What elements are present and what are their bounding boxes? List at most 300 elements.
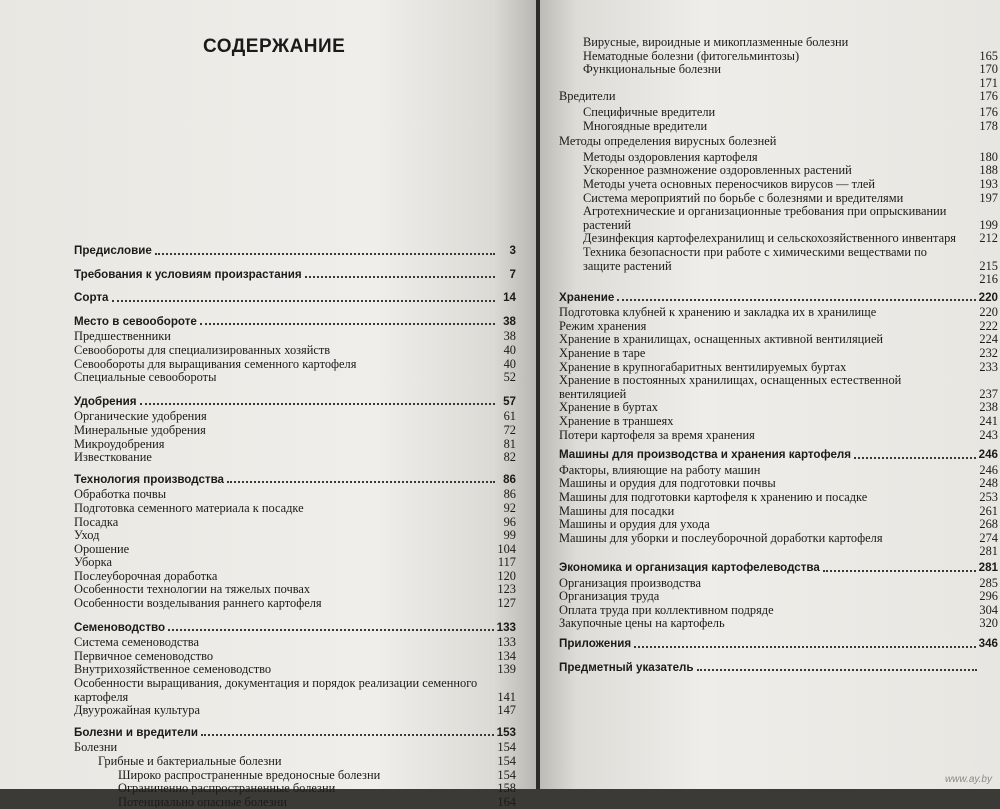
toc-leader-dots (662, 600, 976, 601)
toc-page-number: 296 (979, 589, 998, 604)
toc-page-number: 120 (497, 568, 516, 583)
toc-leader-dots (174, 340, 495, 341)
toc-leader-dots (140, 403, 495, 405)
toc-page-number: 215 (979, 258, 998, 273)
toc-entry (559, 518, 998, 532)
toc-entry (559, 205, 998, 232)
toc-entry-title: Технология производства (74, 472, 224, 486)
toc-entry-title: Подготовка клубней к хранению и закладка их в хранилище (559, 305, 877, 320)
toc-entry (559, 361, 998, 375)
toc-entry-title: Машины для производства и хранения картофеля (559, 448, 852, 462)
toc-entry-title: Организация производства (559, 575, 701, 590)
toc-entry-title: Функциональные болезни (583, 62, 722, 77)
toc-entry-title: Уборка (74, 555, 113, 570)
toc-leader-dots (112, 300, 495, 302)
toc-page-number: 176 (979, 89, 998, 104)
toc-page-number: 61 (503, 409, 516, 424)
toc-entry (559, 505, 998, 519)
toc-entry (559, 120, 998, 134)
toc-leader-dots (758, 438, 977, 439)
toc-leader-dots (201, 734, 494, 736)
toc-page-number: 104 (497, 541, 516, 556)
toc-entry (559, 246, 998, 273)
toc-page-number: 281 (978, 560, 998, 574)
toc-entry-title: Сорта (74, 291, 109, 305)
toc-entry-title: Методы учета основных переносчиков вирусов — тлей (583, 176, 876, 191)
toc-entry (74, 769, 516, 783)
toc-page-number: 268 (979, 517, 998, 532)
toc-leader-dots (697, 669, 977, 671)
toc-page-number: 133 (497, 635, 516, 650)
toc-page-number: 86 (503, 472, 516, 486)
toc-entry-title: Послеуборочная доработка (74, 568, 218, 583)
toc-entry-title: Хранение (559, 290, 615, 304)
toc-entry-title: Уход (74, 528, 100, 543)
toc-page-number: 38 (503, 314, 516, 328)
toc-section-entry (559, 448, 998, 462)
toc-page-number: 248 (979, 476, 998, 491)
toc-entry (74, 438, 516, 452)
toc-entry (559, 617, 998, 631)
toc-leader-dots (155, 461, 495, 462)
toc-leader-dots (338, 792, 494, 793)
toc-page-number: 40 (503, 356, 516, 371)
toc-page-number: 232 (979, 346, 998, 361)
toc-entry-title: Болезни (74, 740, 118, 755)
toc-page-number: 72 (503, 422, 516, 437)
toc-entry (74, 755, 516, 769)
toc-leader-dots (210, 420, 495, 421)
toc-entry (74, 488, 516, 502)
toc-entry (559, 164, 998, 178)
toc-left-column (74, 244, 516, 809)
toc-leader-dots (219, 381, 495, 382)
toc-leader-dots (333, 354, 495, 355)
toc-leader-dots (305, 276, 495, 278)
toc-entry-title: Обработка почвы (74, 487, 167, 502)
toc-section-entry (74, 473, 516, 487)
watermark: www.ay.by (944, 774, 992, 785)
right-page (540, 0, 1000, 789)
toc-entry (559, 545, 998, 559)
toc-entry (74, 502, 516, 516)
toc-entry (559, 151, 998, 165)
toc-page-number: 281 (979, 544, 998, 559)
toc-entry-title: Хранение в таре (559, 346, 646, 361)
toc-page-number: 285 (979, 575, 998, 590)
toc-leader-dots (617, 299, 975, 301)
toc-entry-title: Система семеноводства (74, 635, 199, 650)
toc-entry (74, 782, 516, 796)
toc-leader-dots (763, 473, 976, 474)
toc-page-number: 133 (496, 620, 516, 634)
toc-entry-title: Микроудобрения (74, 436, 165, 451)
toc-page-number: 81 (503, 436, 516, 451)
toc-leader-dots (220, 579, 494, 580)
toc-section-entry (74, 244, 516, 258)
toc-page-number: 82 (503, 450, 516, 465)
toc-leader-dots (618, 100, 976, 101)
toc-section-entry (74, 726, 516, 740)
toc-entry (74, 663, 516, 677)
toc-page-number: 123 (497, 582, 516, 597)
toc-entry (74, 424, 516, 438)
toc-right-column (559, 36, 998, 674)
toc-leader-dots (886, 343, 976, 344)
toc-leader-dots (854, 457, 976, 459)
toc-entry (74, 570, 516, 584)
toc-page-number: 188 (979, 163, 998, 178)
toc-section-entry (74, 291, 516, 305)
toc-entry (559, 232, 998, 246)
toc-entry (74, 344, 516, 358)
toc-entry-title: Нематодные болезни (фитогельминтозы) (583, 48, 800, 63)
toc-leader-dots (168, 629, 494, 631)
toc-page-number: 224 (979, 332, 998, 347)
toc-entry-title: Хранение в постоянных хранилищах, оснащенных естественной вентиляцией (559, 373, 902, 401)
toc-leader-dots (779, 145, 977, 146)
toc-entry-title: Хранение в хранилищах, оснащенных активной вентиляцией (559, 332, 884, 347)
toc-leader-dots (586, 283, 976, 284)
toc-page-number: 3 (509, 244, 516, 257)
toc-page-number: 170 (979, 62, 998, 77)
toc-leader-dots (227, 481, 495, 483)
toc-leader-dots (777, 613, 977, 614)
toc-leader-dots (677, 514, 976, 515)
toc-entry-title: Хранение в траншеях (559, 414, 674, 429)
toc-entry-title: Организация труда (559, 589, 660, 604)
toc-section-entry (559, 291, 998, 305)
toc-page-number: 176 (979, 104, 998, 119)
toc-entry (74, 650, 516, 664)
toc-entry (559, 50, 998, 64)
page-title: СОДЕРЖАНИЕ (203, 36, 346, 57)
toc-leader-dots (121, 525, 495, 526)
toc-entry (559, 320, 998, 334)
toc-entry (559, 415, 998, 429)
toc-entry-title: Режим хранения (559, 318, 647, 333)
toc-page-number: 241 (979, 414, 998, 429)
toc-page-number: 197 (979, 190, 998, 205)
toc-page-number: 154 (497, 754, 516, 768)
toc-page-number: 220 (979, 305, 998, 320)
toc-page-number: 253 (979, 490, 998, 504)
toc-leader-dots (728, 627, 977, 628)
toc-entry (74, 597, 516, 611)
toc-page-number: 246 (979, 462, 998, 477)
toc-leader-dots (383, 778, 494, 779)
toc-entry (559, 374, 998, 401)
toc-entry-title: Методы определения вирусных болезней (559, 134, 777, 149)
toc-leader-dots (132, 552, 494, 553)
toc-page-number: 320 (979, 616, 998, 631)
toc-entry (74, 330, 516, 344)
toc-page-number: 165 (979, 48, 998, 63)
toc-entry (74, 796, 516, 809)
toc-entry (74, 371, 516, 385)
toc-entry (74, 636, 516, 650)
toc-entry (559, 36, 998, 50)
toc-entry-title: Приложения (559, 636, 632, 650)
toc-page-number: 52 (503, 370, 516, 385)
toc-leader-dots (167, 447, 495, 448)
toc-page-number: 243 (979, 427, 998, 442)
toc-entry (74, 529, 516, 543)
toc-entry (559, 77, 998, 91)
toc-entry-title: Дезинфекция картофелехранилищ и сельскохозяйственного инвентаря (583, 231, 956, 246)
toc-page-number: 238 (979, 400, 998, 415)
toc-page-number: 193 (979, 176, 998, 191)
toc-entry (559, 429, 998, 443)
toc-page-number: 158 (497, 781, 516, 796)
toc-section-entry (74, 268, 516, 282)
toc-entry-title: Севообороты для выращивания семенного картофеля (74, 356, 357, 371)
toc-page-number: 216 (979, 272, 998, 287)
toc-entry (559, 464, 998, 478)
toc-leader-dots (855, 174, 977, 175)
toc-entry (559, 63, 998, 77)
toc-page-number: 220 (978, 290, 998, 304)
toc-entry-title: Ускоренное размножение оздоровленных растений (583, 163, 852, 178)
toc-entry (559, 590, 998, 604)
toc-entry-title: Широко распространенные вредоносные болезни (118, 767, 381, 782)
toc-leader-dots (290, 805, 495, 806)
toc-leader-dots (359, 367, 495, 368)
toc-entry (559, 306, 998, 320)
toc-page-number: 14 (503, 291, 516, 305)
toc-leader-dots (202, 646, 494, 647)
toc-entry-title: Грибные и бактериальные болезни (98, 754, 282, 768)
toc-entry (74, 410, 516, 424)
toc-page-number: 7 (509, 267, 516, 281)
toc-leader-dots (713, 528, 977, 529)
toc-page-number: 274 (979, 530, 998, 545)
toc-entry-title: Машины для подготовки картофеля к хранению и посадке (559, 490, 868, 504)
toc-page-number: 222 (979, 318, 998, 333)
toc-entry-title: Методы оздоровления картофеля (583, 149, 758, 164)
toc-page-number: 141 (497, 689, 516, 704)
toc-entry (559, 135, 998, 149)
toc-entry-title: Факторы, влияющие на работу машин (559, 462, 761, 477)
toc-leader-dots (761, 160, 977, 161)
toc-entry-title: Хранение в крупногабаритных вентилируемых буртах (559, 359, 847, 374)
toc-entry-title: Севообороты для специализированных хозяйств (74, 342, 331, 357)
toc-entry (559, 333, 998, 347)
toc-leader-dots (648, 357, 976, 358)
toc-leader-dots (886, 541, 977, 542)
toc-entry (559, 477, 998, 491)
toc-section-entry (559, 561, 998, 575)
toc-entry (74, 556, 516, 570)
toc-page-number: 212 (979, 231, 998, 246)
toc-page-number: 38 (503, 329, 516, 344)
toc-entry-title: Закупочные цены на картофель (559, 616, 725, 631)
toc-entry-title: Болезни и вредители (74, 725, 199, 739)
toc-entry-title: Вирусные, вироидные и микоплазменные болезни (583, 35, 849, 49)
toc-leader-dots (307, 512, 495, 513)
toc-entry (74, 451, 516, 465)
toc-leader-dots (313, 593, 494, 594)
toc-section-entry (74, 315, 516, 329)
toc-section-entry (74, 395, 516, 409)
toc-leader-dots (878, 188, 976, 189)
toc-section-entry (559, 637, 998, 651)
toc-section-entry (74, 621, 516, 635)
toc-page-number: 164 (497, 794, 516, 809)
toc-entry-title: Машины для посадки (559, 503, 675, 518)
toc-page-number: 246 (978, 448, 998, 462)
toc-leader-dots (779, 487, 977, 488)
toc-leader-dots (203, 714, 494, 715)
toc-leader-dots (274, 673, 494, 674)
toc-entry (559, 273, 998, 287)
toc-leader-dots (676, 425, 976, 426)
toc-leader-dots (120, 751, 494, 752)
toc-section-entry (559, 661, 998, 675)
toc-page-number: 134 (497, 648, 516, 663)
toc-leader-dots (879, 316, 976, 317)
toc-page-number: 99 (503, 528, 516, 543)
toc-entry-title: Оплата труда при коллективном подряде (559, 602, 774, 617)
toc-entry (559, 577, 998, 591)
toc-entry-title: Удобрения (74, 394, 137, 408)
toc-leader-dots (823, 570, 976, 572)
toc-page-number: 139 (497, 662, 516, 677)
toc-entry (559, 347, 998, 361)
toc-leader-dots (906, 201, 976, 202)
toc-entry-title: Система мероприятий по борьбе с болезнями и вредителями (583, 190, 904, 205)
toc-page-number: 92 (503, 500, 516, 515)
toc-leader-dots (851, 46, 977, 47)
toc-entry-title: Посадка (74, 514, 119, 529)
toc-leader-dots (870, 501, 976, 502)
toc-entry (559, 532, 998, 546)
toc-leader-dots (285, 765, 495, 766)
toc-entry-title: Минеральные удобрения (74, 422, 206, 437)
toc-leader-dots (634, 646, 976, 648)
toc-leader-dots (802, 59, 976, 60)
toc-page-number: 154 (497, 740, 516, 755)
toc-leader-dots (704, 586, 976, 587)
toc-entry-title: Известкование (74, 450, 152, 465)
toc-page-number: 346 (978, 636, 998, 650)
toc-leader-dots (216, 659, 494, 660)
toc-entry (559, 106, 998, 120)
toc-entry-title: Агротехнические и организационные требования при опрыскивании растений (583, 204, 947, 232)
toc-entry-title: Предисловие (74, 244, 152, 257)
toc-page-number: 57 (503, 394, 516, 408)
toc-entry-title: Первичное семеноводство (74, 648, 214, 663)
toc-page-number: 178 (979, 118, 998, 133)
toc-entry-title: Машины и орудия для ухода (559, 517, 710, 532)
toc-entry-title: Предшественники (74, 329, 171, 344)
toc-entry (74, 704, 516, 718)
toc-page-number: 147 (497, 703, 516, 718)
toc-page-number: 153 (496, 725, 516, 739)
toc-entry-title: Специфичные вредители (583, 104, 716, 119)
toc-leader-dots (959, 242, 976, 243)
toc-entry (74, 543, 516, 557)
toc-entry-title: Требования к условиям произрастания (74, 267, 302, 281)
toc-entry-title: Предметный указатель (559, 660, 694, 674)
toc-page-number: 154 (497, 767, 516, 782)
toc-entry (74, 677, 516, 704)
toc-entry (74, 516, 516, 530)
toc-page-number: 86 (503, 487, 516, 502)
toc-leader-dots (325, 607, 495, 608)
toc-leader-dots (724, 73, 976, 74)
toc-leader-dots (115, 566, 495, 567)
toc-page-number: 96 (503, 514, 516, 529)
toc-leader-dots (649, 329, 976, 330)
toc-entry-title: Семеноводство (74, 620, 166, 634)
toc-page-number: 304 (979, 602, 998, 617)
toc-leader-dots (718, 116, 976, 117)
toc-leader-dots (710, 129, 976, 130)
toc-entry-title: Потенциально опасные болезни (118, 794, 287, 809)
toc-entry-title: Ограниченно распространенные болезни (118, 781, 336, 796)
toc-leader-dots (488, 700, 494, 701)
toc-entry-title: Особенности технологии на тяжелых почвах (74, 582, 311, 597)
toc-leader-dots (562, 555, 976, 556)
toc-entry-title: Машины для уборки и послеуборочной доработки картофеля (559, 530, 883, 545)
toc-page-number: 127 (497, 596, 516, 611)
toc-leader-dots (169, 498, 495, 499)
toc-entry-title: Орошение (74, 541, 130, 556)
toc-entry (559, 90, 998, 104)
toc-entry-title: Машины и орудия для подготовки почвы (559, 476, 776, 491)
toc-entry-title: Потери картофеля за время хранения (559, 427, 755, 442)
toc-entry (559, 401, 998, 415)
toc-leader-dots (102, 539, 495, 540)
toc-entry-title: Специальные севообороты (74, 370, 217, 385)
toc-entry-title: Двуурожайная культура (74, 703, 200, 718)
toc-entry-title: Хранение в буртах (559, 400, 658, 415)
toc-leader-dots (849, 370, 976, 371)
toc-page-number: 40 (503, 342, 516, 357)
toc-page-number: 180 (979, 149, 998, 164)
toc-entry (559, 192, 998, 206)
toc-page-number: 261 (979, 503, 998, 518)
toc-leader-dots (200, 323, 495, 325)
toc-leader-dots (155, 253, 495, 255)
toc-page-number: 233 (979, 359, 998, 374)
toc-entry-title: Органические удобрения (74, 409, 207, 424)
toc-entry (559, 491, 998, 505)
toc-entry (559, 178, 998, 192)
toc-leader-dots (970, 228, 976, 229)
toc-entry-title: Место в севообороте (74, 314, 197, 328)
toc-entry-title: Особенности выращивания, документация и порядок реализации семенного картофеля (74, 676, 478, 704)
toc-entry-title: Многоядные вредители (583, 118, 708, 133)
toc-leader-dots (661, 411, 977, 412)
toc-entry (74, 741, 516, 755)
toc-leader-dots (209, 434, 495, 435)
toc-entry (74, 358, 516, 372)
toc-page-number: 199 (979, 217, 998, 232)
toc-entry (559, 604, 998, 618)
toc-leader-dots (970, 269, 976, 270)
toc-leader-dots (970, 397, 976, 398)
toc-entry-title: Техника безопасности при работе с химическими веществами по защите растений (583, 244, 927, 273)
toc-page-number: 237 (979, 386, 998, 401)
toc-leader-dots (562, 86, 976, 87)
toc-page-number: 117 (497, 555, 516, 570)
toc-entry (74, 583, 516, 597)
toc-entry-title: Особенности возделывания раннего картофеля (74, 596, 322, 611)
toc-entry-title: Внутрихозяйственное семеноводство (74, 662, 272, 677)
toc-entry-title: Экономика и организация картофелеводства (559, 560, 820, 574)
